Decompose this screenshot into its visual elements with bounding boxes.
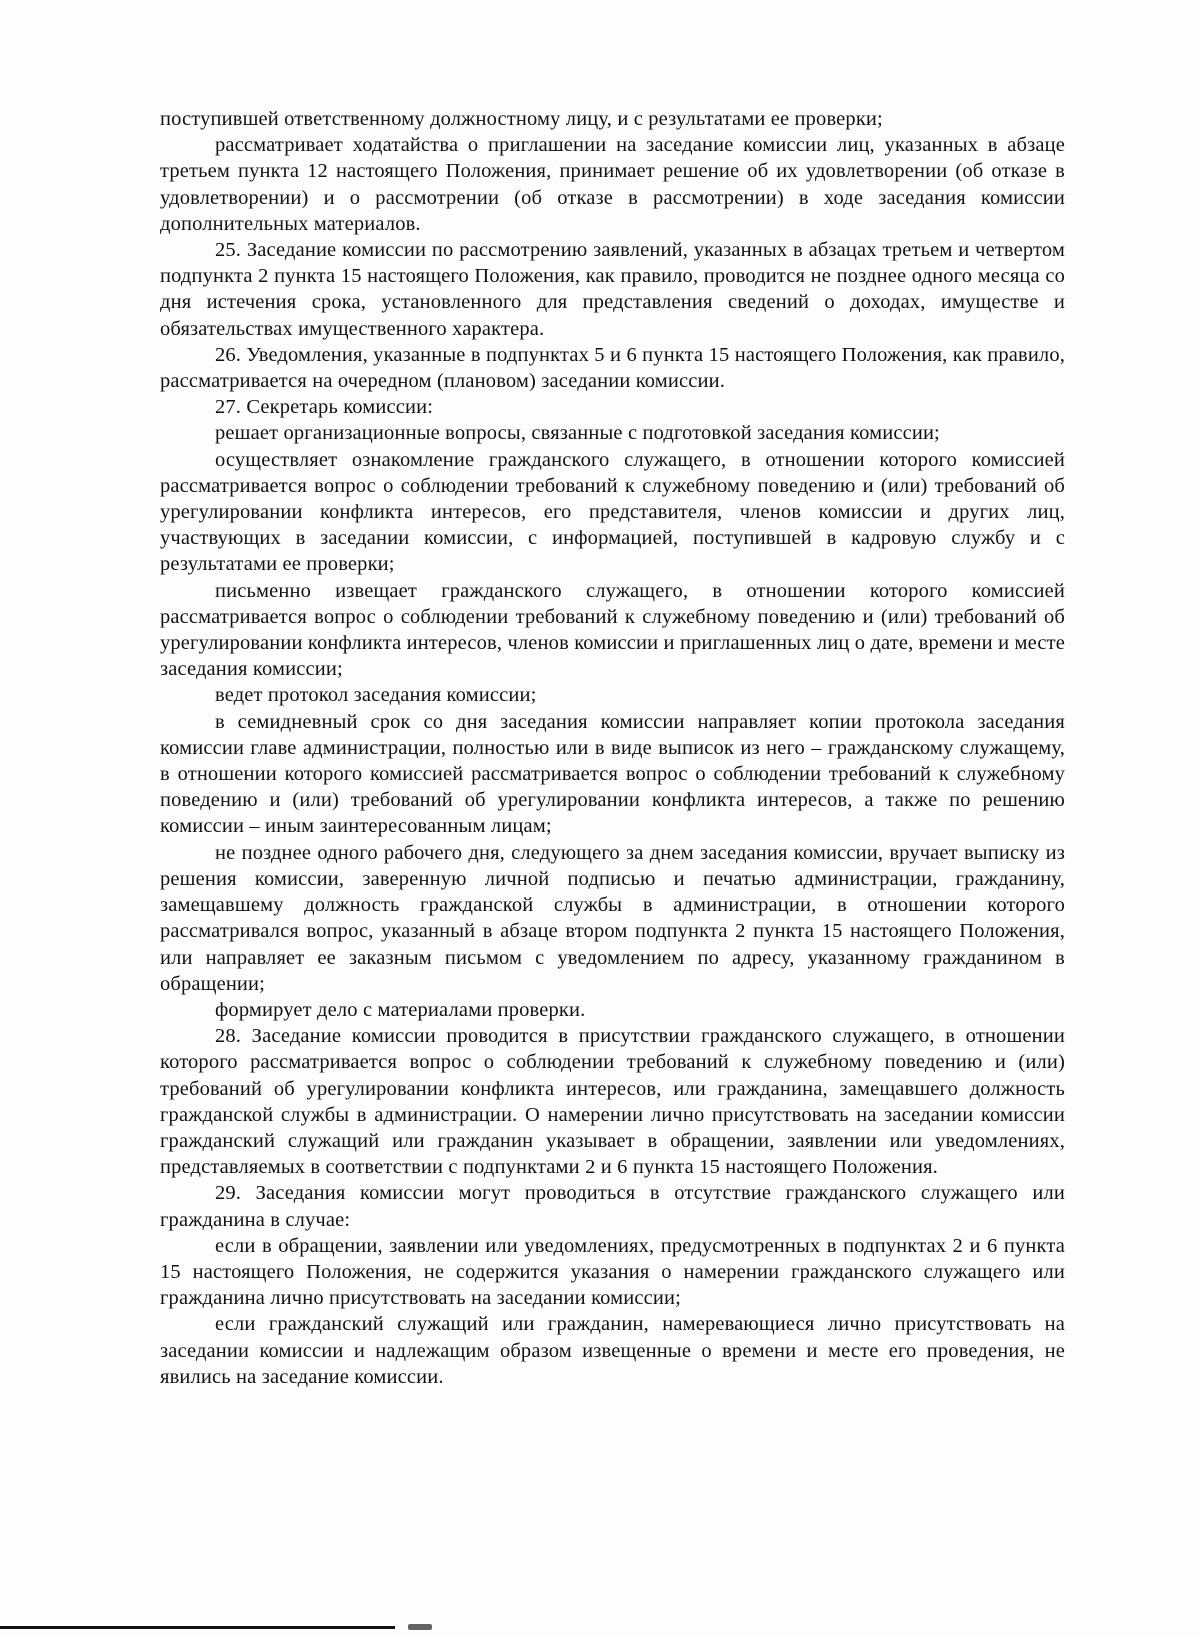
paragraph: формирует дело с материалами проверки. — [215, 998, 586, 1021]
paragraph-item-28: 28. Заседание комиссии проводится в присутствии гражданского служащего, в отношении которого рассматривается вопрос о соблюдении требований к служебному поведению и (или) требований об урегулировании конфликта интересов, или гражданина, замещавшего должность гражданской службы в администрации. О намерении лично присутствовать на заседании комиссии гражданский служащий или гражданин указывает в обращении, заявлении или уведомлениях, представляемых в соответствии с подпунктами 2 и 6 пункта 15 настоящего Положения. — [160, 1025, 1065, 1179]
scan-edge-line — [0, 1626, 395, 1629]
paragraph: не позднее одного рабочего дня, следующего за днем заседания комиссии, вручает выписку из решения комиссии, заверенную личной подписью и печатью администрации, гражданину, замещавшему должность гражданской службы в администрации, в отношении которого рассматривался вопрос, указанный в абзаце втором подпункта 2 пункта 15 настоящего Положения, или направляет ее заказным письмом с уведомлением по адресу, указанному гражданином в обращении; — [160, 841, 1065, 995]
paragraph: если в обращении, заявлении или уведомлениях, предусмотренных в подпунктах 2 и 6 пункта 15 настоящего Положения, не содержится указания о намерении гражданского служащего или гражданина лично присутствовать на заседании комиссии; — [160, 1234, 1065, 1310]
paragraph-item-25: 25. Заседание комиссии по рассмотрению заявлений, указанных в абзацах третьем и четвертом подпункта 2 пункта 15 настоящего Положения, как правило, проводится не позднее одного месяца со дня истечения срока, установленного для представления сведений о доходах, имуществе и обязательствах имущественного характера. — [160, 239, 1065, 340]
paragraph: осуществляет ознакомление гражданского служащего, в отношении которого комиссией рассматривается вопрос о соблюдении требований к служебному поведению и (или) требований об урегулировании конфликта интересов, его представителя, членов комиссии и других лиц, участвующих в заседании комиссии, с информацией, поступившей в кадровую службу и с результатами ее проверки; — [160, 448, 1065, 576]
paragraph: поступившей ответственному должностному лицу, и с результатами ее проверки; — [160, 108, 883, 130]
document-body — [160, 106, 1065, 1390]
paragraph: рассматривает ходатайства о приглашении на заседание комиссии лиц, указанных в абзаце третьем пункта 12 настоящего Положения, принимает решение об их удовлетворении (об отказе в удовлетворении) и о рассмотрении (об отказе в рассмотрении) в ходе заседания комиссии дополнительных материалов. — [160, 134, 1065, 235]
paragraph: письменно извещает гражданского служащего, в отношении которого комиссией рассматривается вопрос о соблюдении требований к служебному поведению и (или) требований об урегулировании конфликта интересов, членов комиссии и приглашенных лиц о дате, времени и месте заседания комиссии; — [160, 579, 1065, 681]
paragraph: в семидневный срок со дня заседания комиссии направляет копии протокола заседания комиссии главе администрации, полностью или в виде выписок из него – гражданскому служащему, в отношении которого комиссией рассматривается вопрос о соблюдении требований к служебному поведению и (или) требований об урегулировании конфликта интересов, а также по решению комиссии – иным заинтересованным лицам; — [160, 710, 1065, 838]
paragraph: ведет протокол заседания комиссии; — [215, 684, 537, 707]
paragraph: решает организационные вопросы, связанные с подготовкой заседания комиссии; — [215, 422, 940, 445]
paragraph-item-29: 29. Заседания комиссии могут проводиться в отсутствие гражданского служащего или гражданина в случае: — [160, 1182, 1065, 1231]
paragraph-item-26: 26. Уведомления, указанные в подпунктах 5 и 6 пункта 15 настоящего Положения, как правило, рассматривается на очередном (плановом) заседании комиссии. — [160, 343, 1065, 393]
scan-artifact — [408, 1624, 432, 1630]
paragraph: если гражданский служащий или гражданин, намеревающиеся лично присутствовать на заседании комиссии и надлежащим образом извещенные о времени и месте его проведения, не явились на заседание комиссии. — [160, 1313, 1065, 1388]
paragraph-item-27: 27. Секретарь комиссии: — [215, 396, 434, 419]
